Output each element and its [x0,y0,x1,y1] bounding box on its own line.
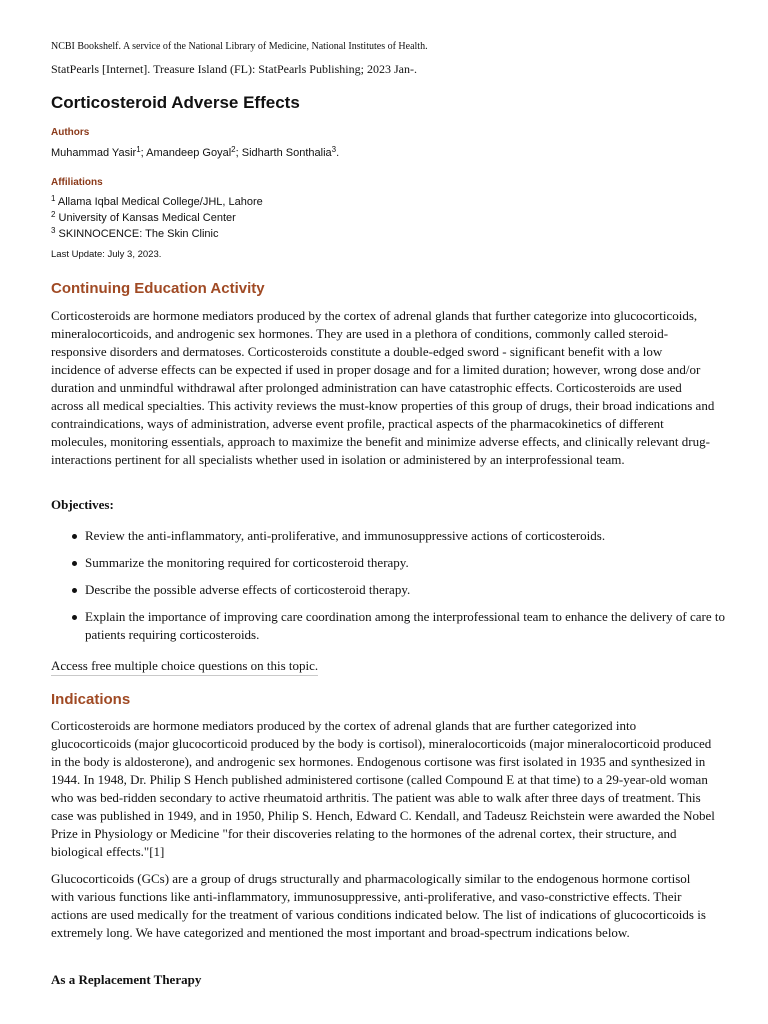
objectives-label: Objectives: [51,497,114,512]
ncbi-bookshelf-notice: NCBI Bookshelf. A service of the National Library of Medicine, National Institutes of Health. [51,41,428,52]
author-link[interactable]: Amandeep Goyal$^2$ [146,145,236,159]
list-item: Explain the importance of improving care coordination among the interprofessional team to enhance the delivery of care to patients requiring corticosteroids. [85,608,749,644]
authors-list: Muhammad Yasir$^1$; Amandeep Goyal$^2$; Sidharth Sonthalia$^3$. [51,145,340,159]
subheading-replacement-therapy: As a Replacement Therapy [51,972,202,987]
authors-label: Authors [51,127,90,138]
indications-paragraph-2: Glucocorticoids (GCs) are a group of drugs structurally and pharmacologically similar to the endogenous hormone cortisol with various functions like anti-inflammatory, immunosuppressive, anti-proliferative, and vaso-constrictive effects. Their actions are used medically for the treatment of various conditions indicated below. The list of indications of glucocorticoids is extremely long. We have categorized and mentioned the most important and broad-spectrum indications below. [51,871,706,940]
section-heading-indications: Indications [51,691,131,708]
citation-line: StatPearls [Internet]. Treasure Island (FL): StatPearls Publishing; 2023 Jan-. [51,62,417,76]
page-title: Corticosteroid Adverse Effects [51,93,300,112]
affiliations-label: Affiliations [51,177,103,188]
list-item: Describe the possible adverse effects of corticosteroid therapy. [85,581,749,599]
cea-paragraph: Corticosteroids are hormone mediators produced by the cortex of adrenal glands that further categorize into glucocorticoids, mineralocorticoids, and androgenic sex hormones. They are used in a plethora of conditions, commonly called steroid-responsive disorders and dermatoses. Corticosteroids constitute a double-edged sword - significant benefit with a low incidence of adverse effects can be expected if used in proper dosage and for a limited duration; however, wrong dose and/or duration and unmindful withdrawal after prolonged administration can have catastrophic effects. Corticosteroids are used across all medical specialties. This activity reviews the must-know properties of this group of drugs, their broad indications and contraindications, ways of administration, adverse event profile, practical aspects of the pharmacokinetics of different molecules, monitoring essentials, approach to maximize the benefit and minimize adverse effects, and clinically relevant drug-interactions pertinent for all specialists whether used in isolation or administered by an interprofessional team. [51,308,715,467]
mcq-link[interactable]: Access free multiple choice questions on this topic. [51,657,318,676]
list-item: Review the anti-inflammatory, anti-proliferative, and immunosuppressive actions of corticosteroids. [85,527,749,545]
author-link[interactable]: Muhammad Yasir$^1$ [51,145,141,159]
affiliation-item: $^2$ University of Kansas Medical Center [51,210,236,224]
objectives-list [51,527,749,653]
author-link[interactable]: Sidharth Sonthalia$^3$ [241,145,337,159]
section-heading-continuing-education: Continuing Education Activity [51,280,265,297]
affiliation-item: $^1$ Allama Iqbal Medical College/JHL, Lahore [51,194,263,208]
indications-paragraph-1: Corticosteroids are hormone mediators produced by the cortex of adrenal glands that are further categorized into glucocorticoids (major glucocorticoid produced by the body is cortisol), mineralocorticoids (major mineralocorticoid produced in the body is aldosterone), and androgenic sex hormones. Endogenous cortisone was first isolated in 1935 and synthesized in 1944. In 1948, Dr. Philip S Hench published administered cortisone (called Compound E at that time) to a 29-year-old woman who was bed-ridden secondary to active rheumatoid arthritis. The patient was able to walk after three days of treatment. This case was published in 1949, and in 1950, Philip S. Hench, Edward C. Kendall, and Tadeusz Reichstein were awarded the Nobel Prize in Physiology or Medicine "for their discoveries relating to the hormones of the adrenal cortex, their structure, and biological effects."[1] [51,718,715,859]
list-item: Summarize the monitoring required for corticosteroid therapy. [85,554,749,572]
affiliation-item: $^3$ SKINNOCENCE: The Skin Clinic [51,226,219,240]
last-update: Last Update: July 3, 2023. [51,249,162,260]
